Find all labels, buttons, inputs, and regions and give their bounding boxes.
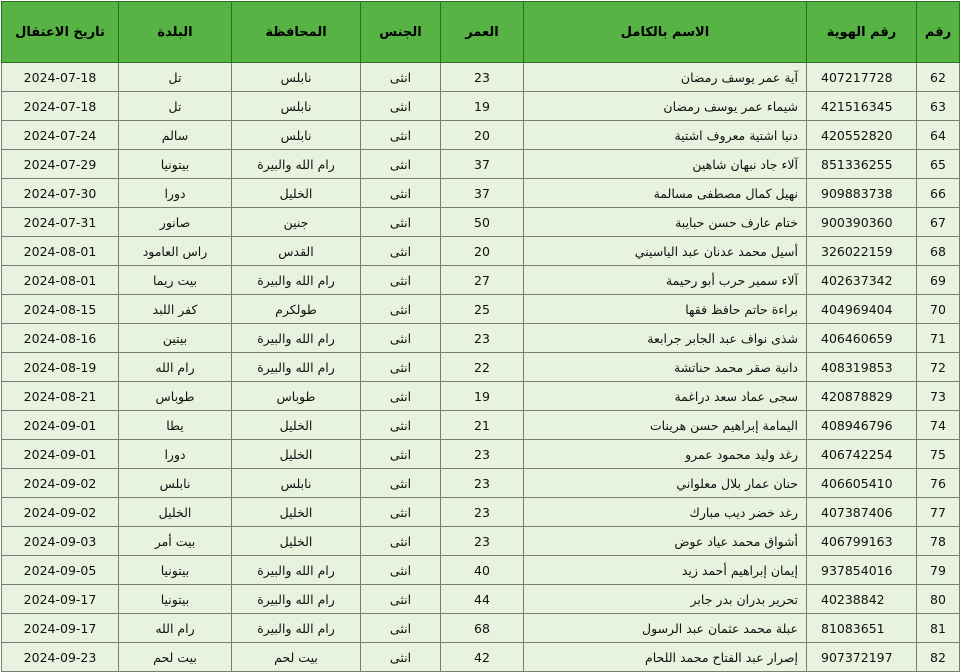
cell-full-name: شذى نواف عبد الجابر جرابعة: [524, 324, 807, 353]
cell-arrest-date: 2024-07-18: [2, 92, 119, 121]
table-row: [2, 208, 960, 237]
header-age: العمر: [441, 2, 524, 63]
table-row: [2, 63, 960, 92]
cell-age: 22: [441, 353, 524, 382]
cell-id: 406460659: [807, 324, 917, 353]
cell-age: 37: [441, 150, 524, 179]
cell-id: 851336255: [807, 150, 917, 179]
cell-age: 19: [441, 92, 524, 121]
cell-age: 44: [441, 585, 524, 614]
cell-sex: انثى: [361, 556, 441, 585]
cell-full-name: أسيل محمد عدنان عبد الياسيني: [524, 237, 807, 266]
table-row: [2, 295, 960, 324]
cell-full-name: سجى عماد سعد دراغمة: [524, 382, 807, 411]
cell-arrest-date: 2024-09-03: [2, 527, 119, 556]
table-row: [2, 440, 960, 469]
cell-arrest-date: 2024-09-02: [2, 498, 119, 527]
cell-town: دورا: [119, 440, 232, 469]
table-row: [2, 266, 960, 295]
header-arrest-date: تاريخ الاعتقال: [2, 2, 119, 63]
table-row: [2, 614, 960, 643]
cell-arrest-date: 2024-08-21: [2, 382, 119, 411]
cell-governorate: رام الله والبيرة: [232, 324, 361, 353]
cell-arrest-date: 2024-07-24: [2, 121, 119, 150]
cell-number: 77: [917, 498, 960, 527]
cell-town: بيت ريما: [119, 266, 232, 295]
cell-governorate: الخليل: [232, 411, 361, 440]
cell-sex: انثى: [361, 382, 441, 411]
cell-full-name: نهيل كمال مصطفى مسالمة: [524, 179, 807, 208]
cell-id: 404969404: [807, 295, 917, 324]
cell-full-name: حنان عمار بلال معلواني: [524, 469, 807, 498]
cell-number: 72: [917, 353, 960, 382]
cell-number: 62: [917, 63, 960, 92]
cell-town: رام الله: [119, 353, 232, 382]
cell-number: 63: [917, 92, 960, 121]
table-row: [2, 150, 960, 179]
table-row: [2, 179, 960, 208]
cell-full-name: آلاء جاد نبهان شاهين: [524, 150, 807, 179]
header-sex: الجنس: [361, 2, 441, 63]
cell-governorate: نابلس: [232, 121, 361, 150]
cell-full-name: آية عمر يوسف رمضان: [524, 63, 807, 92]
cell-number: 78: [917, 527, 960, 556]
cell-sex: انثى: [361, 643, 441, 672]
cell-sex: انثى: [361, 614, 441, 643]
cell-town: بيتين: [119, 324, 232, 353]
cell-age: 19: [441, 382, 524, 411]
cell-town: دورا: [119, 179, 232, 208]
cell-governorate: الخليل: [232, 179, 361, 208]
cell-arrest-date: 2024-09-05: [2, 556, 119, 585]
cell-governorate: الخليل: [232, 498, 361, 527]
cell-sex: انثى: [361, 179, 441, 208]
header-id: رقم الهوية: [807, 2, 917, 63]
cell-arrest-date: 2024-07-29: [2, 150, 119, 179]
cell-sex: انثى: [361, 63, 441, 92]
cell-arrest-date: 2024-09-01: [2, 440, 119, 469]
cell-arrest-date: 2024-09-17: [2, 614, 119, 643]
cell-governorate: القدس: [232, 237, 361, 266]
cell-number: 70: [917, 295, 960, 324]
cell-governorate: الخليل: [232, 527, 361, 556]
cell-governorate: نابلس: [232, 63, 361, 92]
cell-arrest-date: 2024-09-17: [2, 585, 119, 614]
table-row: [2, 556, 960, 585]
table-row: [2, 121, 960, 150]
cell-number: 66: [917, 179, 960, 208]
cell-arrest-date: 2024-07-31: [2, 208, 119, 237]
cell-arrest-date: 2024-08-01: [2, 266, 119, 295]
cell-arrest-date: 2024-08-15: [2, 295, 119, 324]
cell-governorate: طولكرم: [232, 295, 361, 324]
cell-arrest-date: 2024-07-18: [2, 63, 119, 92]
cell-id: 408319853: [807, 353, 917, 382]
cell-arrest-date: 2024-09-02: [2, 469, 119, 498]
cell-age: 27: [441, 266, 524, 295]
cell-number: 75: [917, 440, 960, 469]
table-row: [2, 353, 960, 382]
cell-town: بيتونيا: [119, 150, 232, 179]
cell-number: 68: [917, 237, 960, 266]
cell-full-name: شيماء عمر يوسف رمضان: [524, 92, 807, 121]
table-row: [2, 324, 960, 353]
cell-town: يطا: [119, 411, 232, 440]
cell-governorate: الخليل: [232, 440, 361, 469]
cell-sex: انثى: [361, 295, 441, 324]
table-row: [2, 92, 960, 121]
cell-id: 407387406: [807, 498, 917, 527]
cell-id: 81083651: [807, 614, 917, 643]
table-row: [2, 469, 960, 498]
cell-arrest-date: 2024-08-01: [2, 237, 119, 266]
cell-town: سالم: [119, 121, 232, 150]
cell-sex: انثى: [361, 469, 441, 498]
cell-full-name: عبلة محمد عثمان عبد الرسول: [524, 614, 807, 643]
cell-full-name: رغد وليد محمود عمرو: [524, 440, 807, 469]
cell-town: تل: [119, 63, 232, 92]
header-full-name: الاسم بالكامل: [524, 2, 807, 63]
cell-full-name: دنيا اشتية معروف اشتية: [524, 121, 807, 150]
cell-sex: انثى: [361, 585, 441, 614]
cell-number: 82: [917, 643, 960, 672]
detainees-table: [1, 1, 960, 672]
cell-full-name: إصرار عبد الفتاح محمد اللحام: [524, 643, 807, 672]
cell-town: راس العامود: [119, 237, 232, 266]
cell-sex: انثى: [361, 121, 441, 150]
table-row: [2, 237, 960, 266]
cell-governorate: رام الله والبيرة: [232, 353, 361, 382]
table-row: [2, 527, 960, 556]
cell-age: 23: [441, 440, 524, 469]
cell-town: كفر اللبد: [119, 295, 232, 324]
cell-id: 900390360: [807, 208, 917, 237]
cell-age: 23: [441, 527, 524, 556]
cell-arrest-date: 2024-07-30: [2, 179, 119, 208]
cell-number: 81: [917, 614, 960, 643]
cell-governorate: نابلس: [232, 469, 361, 498]
cell-number: 74: [917, 411, 960, 440]
cell-town: بيتونيا: [119, 585, 232, 614]
cell-age: 50: [441, 208, 524, 237]
cell-town: طوباس: [119, 382, 232, 411]
cell-sex: انثى: [361, 411, 441, 440]
cell-number: 69: [917, 266, 960, 295]
cell-governorate: رام الله والبيرة: [232, 614, 361, 643]
cell-id: 421516345: [807, 92, 917, 121]
cell-id: 420552820: [807, 121, 917, 150]
cell-number: 65: [917, 150, 960, 179]
cell-sex: انثى: [361, 92, 441, 121]
cell-age: 23: [441, 498, 524, 527]
cell-governorate: رام الله والبيرة: [232, 150, 361, 179]
header-governorate: المحافظة: [232, 2, 361, 63]
cell-sex: انثى: [361, 208, 441, 237]
cell-age: 20: [441, 121, 524, 150]
cell-number: 76: [917, 469, 960, 498]
cell-governorate: جنين: [232, 208, 361, 237]
table-row: [2, 411, 960, 440]
cell-age: 68: [441, 614, 524, 643]
cell-sex: انثى: [361, 324, 441, 353]
cell-sex: انثى: [361, 527, 441, 556]
cell-town: نابلس: [119, 469, 232, 498]
cell-id: 407217728: [807, 63, 917, 92]
cell-full-name: تحرير بدران بدر جابر: [524, 585, 807, 614]
cell-full-name: أشواق محمد عياد عوض: [524, 527, 807, 556]
cell-age: 23: [441, 469, 524, 498]
cell-id: 40238842: [807, 585, 917, 614]
cell-arrest-date: 2024-09-01: [2, 411, 119, 440]
cell-town: بيتونيا: [119, 556, 232, 585]
cell-governorate: نابلس: [232, 92, 361, 121]
cell-id: 406799163: [807, 527, 917, 556]
cell-town: بيت لحم: [119, 643, 232, 672]
cell-age: 20: [441, 237, 524, 266]
cell-sex: انثى: [361, 237, 441, 266]
table-row: [2, 643, 960, 672]
cell-id: 937854016: [807, 556, 917, 585]
cell-sex: انثى: [361, 498, 441, 527]
cell-sex: انثى: [361, 353, 441, 382]
cell-sex: انثى: [361, 440, 441, 469]
cell-full-name: إيمان إبراهيم أحمد زيد: [524, 556, 807, 585]
cell-governorate: رام الله والبيرة: [232, 556, 361, 585]
cell-age: 23: [441, 324, 524, 353]
cell-id: 406742254: [807, 440, 917, 469]
cell-arrest-date: 2024-08-16: [2, 324, 119, 353]
cell-governorate: رام الله والبيرة: [232, 266, 361, 295]
cell-full-name: دانية صقر محمد حناتشة: [524, 353, 807, 382]
cell-governorate: رام الله والبيرة: [232, 585, 361, 614]
cell-number: 80: [917, 585, 960, 614]
cell-id: 406605410: [807, 469, 917, 498]
cell-full-name: ختام عارف حسن حبايبة: [524, 208, 807, 237]
cell-number: 73: [917, 382, 960, 411]
cell-full-name: آلاء سمير حرب أبو رحيمة: [524, 266, 807, 295]
header-town: البلدة: [119, 2, 232, 63]
cell-number: 71: [917, 324, 960, 353]
table-row: [2, 585, 960, 614]
cell-town: الخليل: [119, 498, 232, 527]
cell-sex: انثى: [361, 150, 441, 179]
cell-age: 25: [441, 295, 524, 324]
table-row: [2, 382, 960, 411]
cell-sex: انثى: [361, 266, 441, 295]
cell-full-name: براءة حاتم حافظ فقها: [524, 295, 807, 324]
cell-id: 408946796: [807, 411, 917, 440]
cell-town: رام الله: [119, 614, 232, 643]
cell-age: 42: [441, 643, 524, 672]
cell-id: 402637342: [807, 266, 917, 295]
cell-town: بيت أمر: [119, 527, 232, 556]
table-body: [2, 63, 960, 672]
cell-number: 67: [917, 208, 960, 237]
cell-age: 23: [441, 63, 524, 92]
cell-governorate: بيت لحم: [232, 643, 361, 672]
header-number: رقم: [917, 2, 960, 63]
cell-full-name: رغد خضر ديب مبارك: [524, 498, 807, 527]
cell-governorate: طوباس: [232, 382, 361, 411]
cell-age: 21: [441, 411, 524, 440]
cell-id: 909883738: [807, 179, 917, 208]
cell-number: 79: [917, 556, 960, 585]
cell-age: 40: [441, 556, 524, 585]
cell-age: 37: [441, 179, 524, 208]
header-row: [2, 2, 960, 63]
table-row: [2, 498, 960, 527]
cell-arrest-date: 2024-08-19: [2, 353, 119, 382]
cell-number: 64: [917, 121, 960, 150]
cell-id: 420878829: [807, 382, 917, 411]
cell-town: تل: [119, 92, 232, 121]
cell-full-name: اليمامة إبراهيم حسن هرينات: [524, 411, 807, 440]
cell-arrest-date: 2024-09-23: [2, 643, 119, 672]
cell-town: صانور: [119, 208, 232, 237]
cell-id: 907372197: [807, 643, 917, 672]
cell-id: 326022159: [807, 237, 917, 266]
